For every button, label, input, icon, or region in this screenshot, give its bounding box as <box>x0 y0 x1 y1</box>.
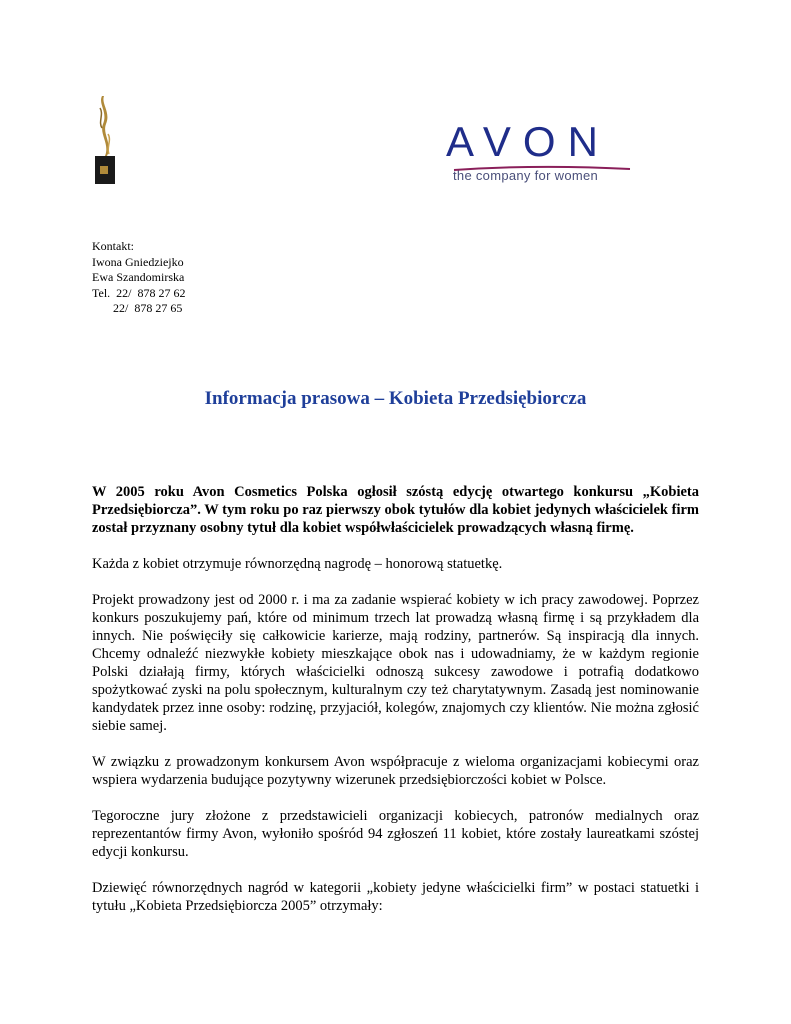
logo-tagline: the company for women <box>453 168 599 183</box>
contact-person: Iwona Gniedziejko <box>92 254 184 269</box>
contact-phone: 22/ 878 27 65 <box>92 301 183 315</box>
paragraph: Każda z kobiet otrzymuje równorzędną nagrodę – honorową statuetkę. <box>92 556 503 572</box>
paragraph: W związku z prowadzonym konkursem Avon współpracuje z wieloma organizacjami kobiecymi oraz wspiera wydarzenia budujące pozytywny wizerunek przedsiębiorczości kobiet w Polsce. <box>92 754 699 788</box>
logo-brand: AVON <box>446 118 610 165</box>
avon-logo <box>446 120 636 192</box>
paragraph: Projekt prowadzony jest od 2000 r. i ma za zadanie wspierać kobiety w ich pracy zawodowej. Poprzez konkurs poszukujemy pań, które od minimum trzech lat prowadzą własną firmę i są przykładem dla innych. Nie poświęciły się całkowicie karierze, mają rodziny, partnerów. Są inspiracją dla innych. Chcemy odnaleźć niezwykłe kobiety mieszkające obok nas i udowadniamy, że w każdym regionie Polski działają firmy, których właścicielki odnoszą sukcesy zawodowe i potrafią dodatkowo spożytkować zyski na polu społecznym, kulturalnym czy też charytatywnym. Zasadą jest nominowanie kandydatek przez inne osoby: rodzinę, przyjaciół, kolegów, znajomych czy klientów. Nie można zgłosić siebie samej. <box>92 592 699 734</box>
body-text <box>92 483 699 933</box>
contact-person: Ewa Szandomirska <box>92 270 185 284</box>
contact-label: Kontakt: <box>92 239 134 253</box>
paragraph: Dziewięć równorzędnych nagród w kategorii „kobiety jedyne właścicielki firm” w postaci statuetki i tytułu „Kobieta Przedsiębiorcza 2005” otrzymały: <box>92 880 699 914</box>
contact-block <box>92 239 186 317</box>
statuette-icon <box>88 94 122 186</box>
lead-paragraph: W 2005 roku Avon Cosmetics Polska ogłosił szóstą edycję otwartego konkursu „Kobieta Przedsiębiorcza”. W tym roku po raz pierwszy obok tytułów dla kobiet jedynych właścicielek firm został przyznany osobny tytuł dla kobiet współwłaścicielek prowadzących własną firmę. <box>92 484 699 536</box>
page-title: Informacja prasowa – Kobieta Przedsiębiorcza <box>204 388 587 409</box>
contact-phone: Tel. 22/ 878 27 62 <box>92 285 186 300</box>
paragraph: Tegoroczne jury złożone z przedstawicieli organizacji kobiecych, patronów medialnych oraz reprezentantów firmy Avon, wyłoniło spośród 94 zgłoszeń 11 kobiet, które zostały laureatkami szóstej edycji konkursu. <box>92 808 699 860</box>
